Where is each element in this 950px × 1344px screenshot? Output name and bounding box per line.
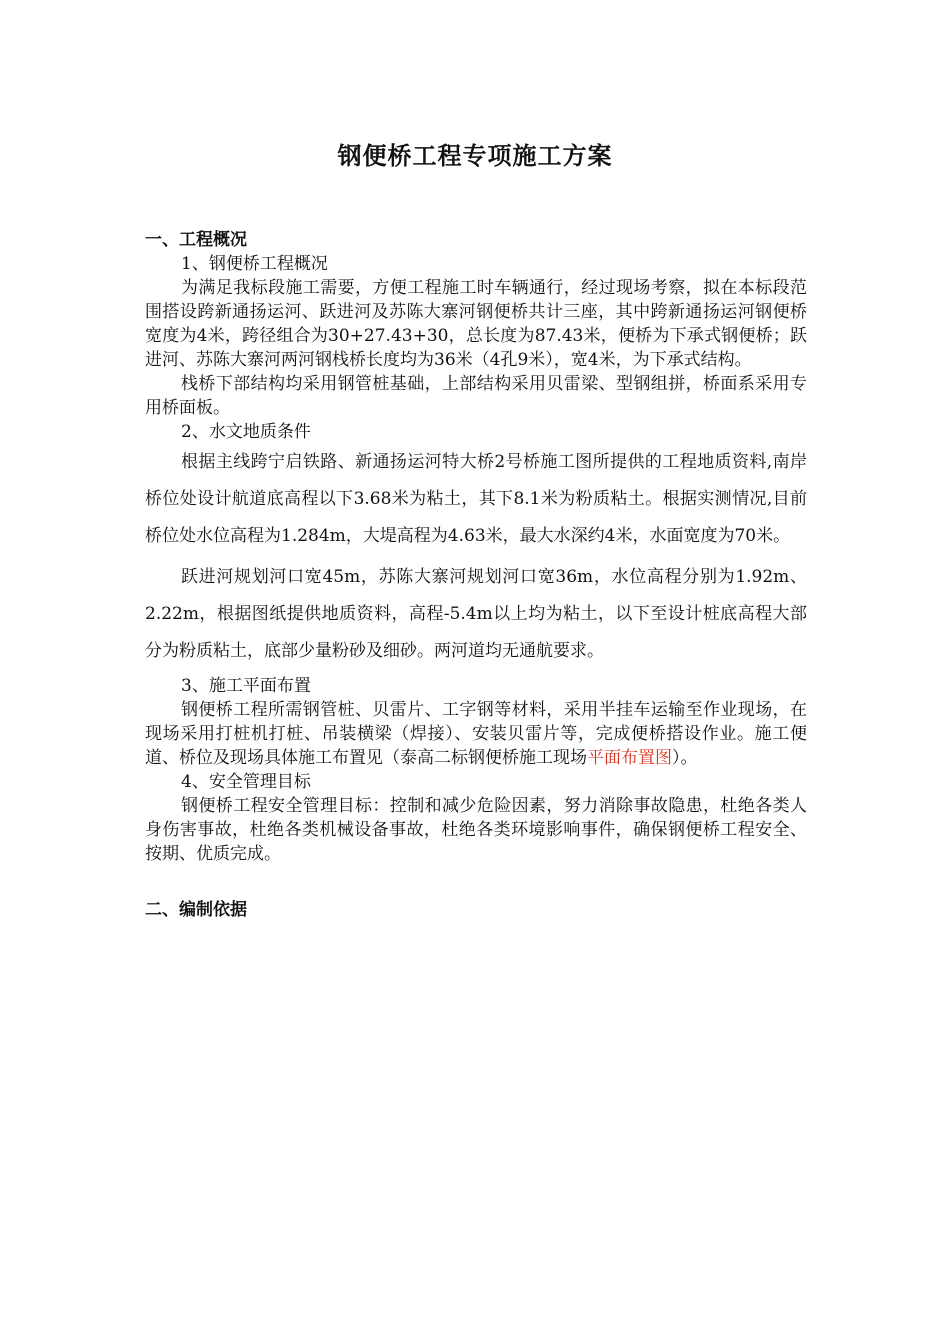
site-layout-tail: ）。	[672, 748, 698, 768]
document-title: 钢便桥工程专项施工方案	[337, 142, 613, 170]
paragraph-rivers-water-level: 跃进河规划河口宽45m，苏陈大寨河规划河口宽36m，水位高程分别为1.92m、2.22m，根据图纸提供地质资料，高程-5.4m以上均为粘土，以下至设计桩底高程大部分为粉质粘土，底部少量粉砂及细砂。两河道均无通航要求。	[145, 567, 807, 661]
subsection-heading-hydrogeology: 2、水文地质条件	[181, 422, 311, 442]
paragraph-site-layout	[145, 698, 807, 770]
document-body	[145, 228, 807, 922]
subsection-heading-site-layout: 3、施工平面布置	[181, 676, 311, 696]
paragraph-safety-goal: 钢便桥工程安全管理目标：控制和减少危险因素，努力消除事故隐患，杜绝各类人身伤害事故，杜绝各类机械设备事故，杜绝各类环境影响事件，确保钢便桥工程安全、按期、优质完成。	[145, 796, 807, 864]
subsection-heading-bridge-overview: 1、钢便桥工程概况	[181, 254, 328, 274]
section-heading-overview: 一、工程概况	[145, 230, 247, 250]
layout-plan-link[interactable]: 平面布置图	[587, 748, 672, 768]
paragraph-geology-south-bank: 根据主线跨宁启铁路、新通扬运河特大桥2号桥施工图所提供的工程地质资料,南岸桥位处设计航道底高程以下3.68米为粘土，其下8.1米为粉质粘土。根据实测情况,目前桥位处水位高程为1.284m，大堤高程为4.63米，最大水深约4米，水面宽度为70米。	[145, 452, 807, 546]
paragraph-bridge-overview: 为满足我标段施工需要，方便工程施工时车辆通行，经过现场考察，拟在本标段范围搭设跨新通扬运河、跃进河及苏陈大寨河钢便桥共计三座，其中跨新通扬运河钢便桥宽度为4米，跨径组合为30+27.43+30，总长度为87.43米，便桥为下承式钢便桥；跃进河、苏陈大寨河两河钢栈桥长度均为36米（4孔9米），宽4米，为下承式结构。	[145, 278, 807, 370]
site-layout-text: 钢便桥工程所需钢管桩、贝雷片、工字钢等材料，采用半挂车运输至作业现场，在现场采用打桩机打桩、吊装横梁（焊接）、安装贝雷片等，完成便桥搭设作业。施工便道、桥位及现场具体施工布置见（泰高二标钢便桥施工现场	[145, 700, 807, 768]
paragraph-trestle-structure: 栈桥下部结构均采用钢管桩基础，上部结构采用贝雷梁、型钢组拼，桥面系采用专用桥面板。	[145, 374, 807, 418]
subsection-heading-safety-goal: 4、安全管理目标	[181, 772, 311, 792]
section-heading-basis: 二、编制依据	[145, 900, 247, 920]
